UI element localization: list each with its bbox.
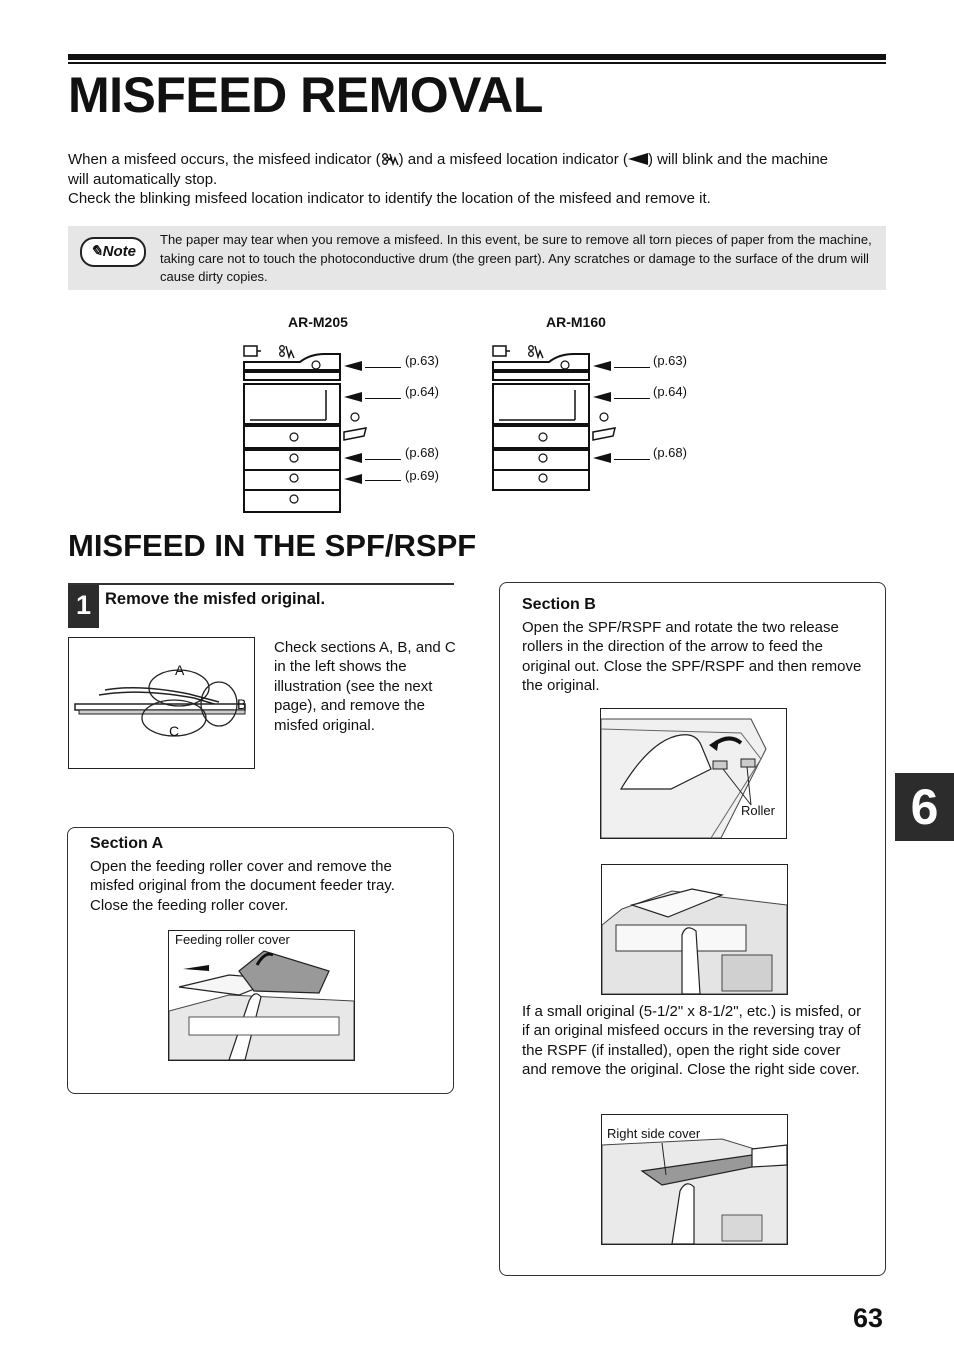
leader-line xyxy=(365,398,401,399)
step-number: 1 xyxy=(68,585,99,628)
misfeed-indicator-icon xyxy=(529,346,543,358)
header-rule-thick xyxy=(68,54,886,60)
note-pencil-icon: ✎ xyxy=(90,243,103,260)
paper-indicator-icon xyxy=(493,346,510,356)
section-b-roller-figure xyxy=(600,708,787,839)
section-b-body-2: If a small original (5-1/2" x 8-1/2", etc.) is misfed, or if an original misfeed occurs in the reversing tray of the RSPF (if installed), open the right side cover and remove the original. Close the right side cover. xyxy=(522,1003,862,1079)
page-number: 63 xyxy=(853,1303,884,1333)
intro-text-1b: ) and a misfeed location indicator ( xyxy=(398,151,628,168)
location-indicator-icon xyxy=(344,361,362,371)
section-heading: MISFEED IN THE SPF/RSPF xyxy=(68,528,477,563)
location-indicator-icon xyxy=(593,361,611,371)
model-label-ar-m205: AR-M205 xyxy=(288,314,348,330)
misfeed-indicator-icon xyxy=(280,346,294,358)
chapter-tab: 6 xyxy=(895,773,954,841)
leader-line xyxy=(365,367,401,368)
page-ref: (p.64) xyxy=(653,384,687,399)
section-a-box xyxy=(67,827,454,1094)
page-ref: (p.69) xyxy=(405,468,439,483)
model-label-ar-m160: AR-M160 xyxy=(546,314,606,330)
intro-paragraph xyxy=(68,150,888,209)
side-cover-caption: Right side cover xyxy=(607,1126,701,1141)
leader-line xyxy=(365,459,401,460)
page-ref: (p.63) xyxy=(653,353,687,368)
note-text: The paper may tear when you remove a misfeed. In this event, be sure to remove all torn pieces of paper from the machine, taking care not to touch the photoconductive drum (the green part). Any scratches or damage to the surface of the drum will cause dirty copies. xyxy=(160,232,872,284)
location-indicator-icon xyxy=(628,153,648,165)
note-box xyxy=(68,226,886,290)
roller-caption: Roller xyxy=(741,803,775,818)
section-a-title: Section A xyxy=(90,835,164,852)
section-b-box xyxy=(499,582,886,1276)
section-a-body: Open the feeding roller cover and remove the misfed original from the document feeder tray. Close the feeding roller cover. xyxy=(90,858,395,914)
step-body: Check sections A, B, and C in the left shows the illustration (see the next page), and remove the misfed original. xyxy=(274,639,456,734)
paper-indicator-icon xyxy=(244,346,261,356)
intro-text-1a: When a misfeed occurs, the misfeed indicator ( xyxy=(68,151,381,168)
intro-text-3: Check the blinking misfeed location indicator to identify the location of the misfeed and remove it. xyxy=(68,190,711,207)
location-indicator-icon xyxy=(344,453,362,463)
page-title: MISFEED REMOVAL xyxy=(68,67,543,123)
section-b-title: Section B xyxy=(522,596,596,613)
note-badge-label: Note xyxy=(102,243,136,260)
page-ref: (p.68) xyxy=(653,445,687,460)
location-indicator-icon xyxy=(593,453,611,463)
ar-m205-panel-diagram xyxy=(240,340,370,520)
leader-line xyxy=(614,459,650,460)
section-a-caption: Feeding roller cover xyxy=(175,932,290,947)
label-b: B xyxy=(237,696,247,712)
page-ref: (p.64) xyxy=(405,384,439,399)
header-rule-thin xyxy=(68,62,886,64)
label-a: A xyxy=(175,662,185,678)
leader-line xyxy=(365,480,401,481)
step-rule xyxy=(68,583,454,585)
page-ref: (p.68) xyxy=(405,445,439,460)
leader-line xyxy=(614,398,650,399)
section-b-body: Open the SPF/RSPF and rotate the two release rollers in the direction of the arrow to feed the original out. Close the SPF/RSPF and then remove the original. xyxy=(522,619,862,695)
intro-text-1c: ) will blink and the machine xyxy=(647,151,829,168)
intro-text-2: will automatically stop. xyxy=(68,170,218,188)
section-b-open-spf-figure xyxy=(601,864,788,995)
location-indicator-icon xyxy=(344,474,362,484)
section-a-figure xyxy=(168,930,355,1061)
label-c: C xyxy=(169,723,180,739)
misfeed-indicator-icon xyxy=(381,152,399,166)
spf-sections-figure xyxy=(68,637,255,769)
section-b-side-cover-figure xyxy=(601,1114,788,1245)
leader-line xyxy=(614,367,650,368)
location-indicator-icon xyxy=(593,392,611,402)
note-badge xyxy=(80,237,146,267)
location-indicator-icon xyxy=(344,392,362,402)
step-title: Remove the misfed original. xyxy=(105,590,326,608)
ar-m160-panel-diagram xyxy=(489,340,619,500)
page-ref: (p.63) xyxy=(405,353,439,368)
